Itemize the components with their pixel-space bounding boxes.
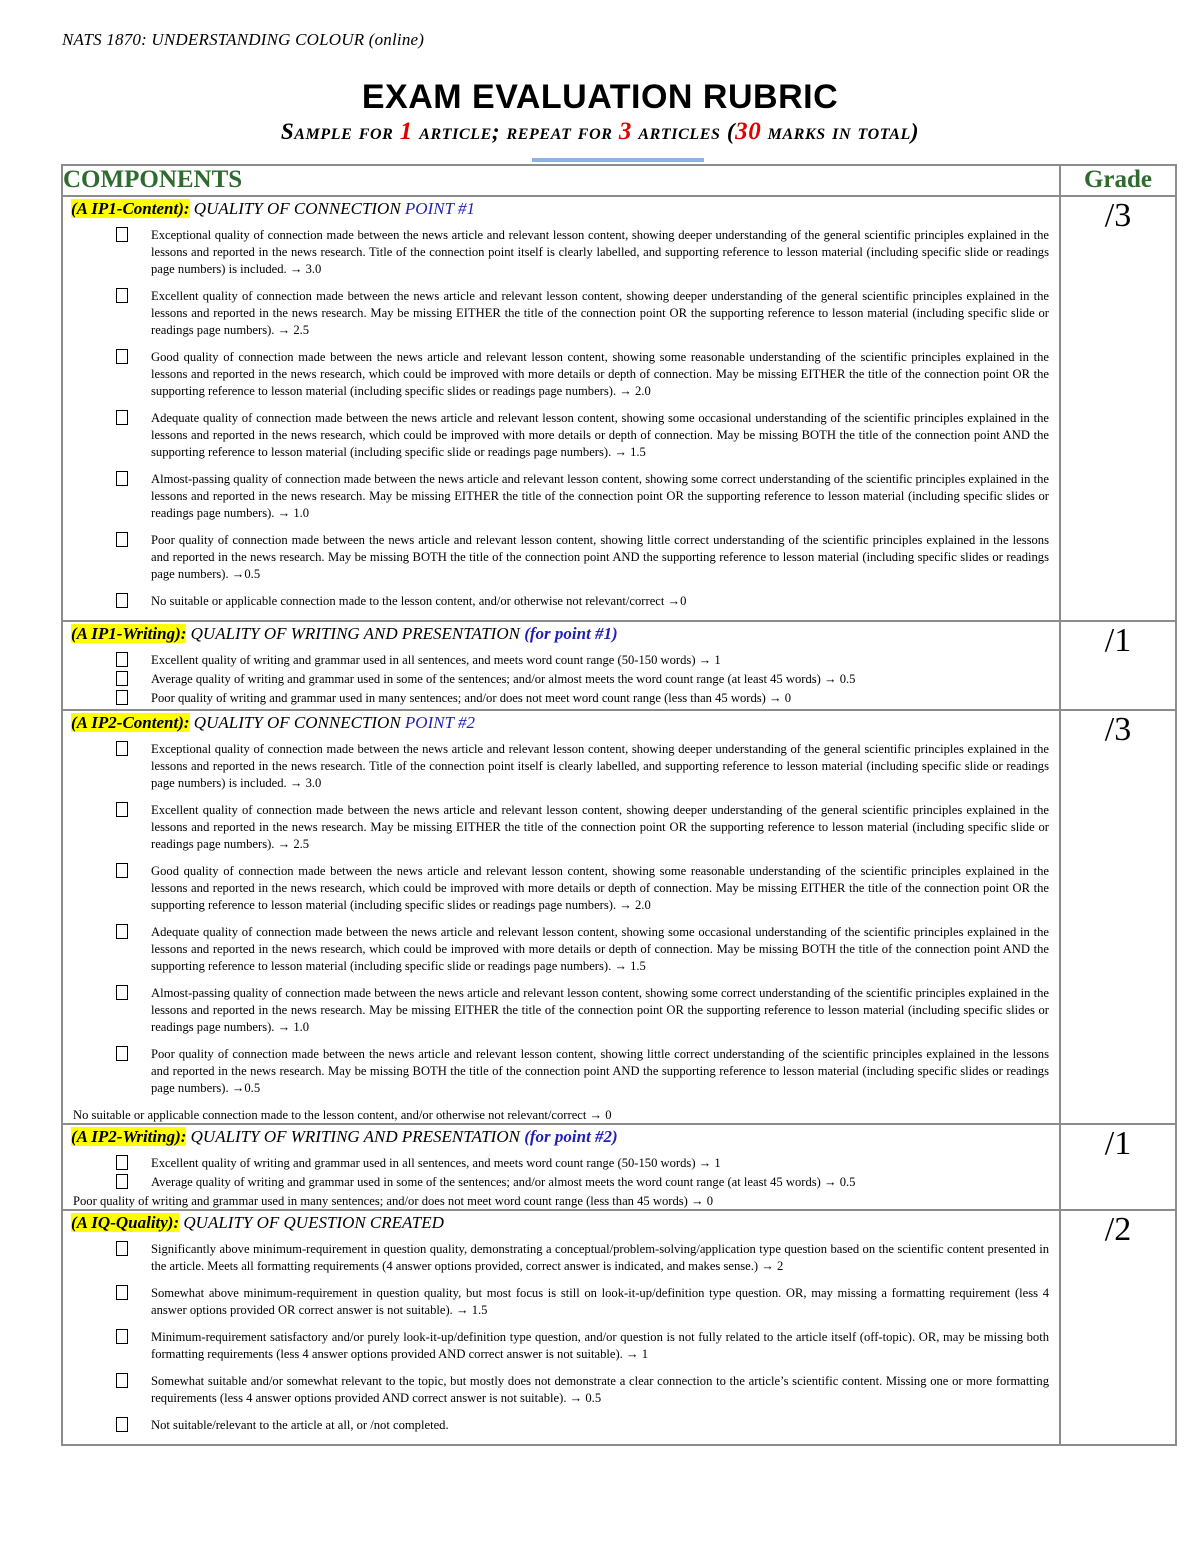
grade-value: /2: [1104, 1211, 1132, 1248]
criterion-text: Exceptional quality of connection made between the news article and relevant lesson content, showing deeper understanding of the general scientific principles explained in the lessons and reported in the news research. Title of the connection point itself is clearly labelled, and supporting reference to lesson material (including specific slide or readings page numbers) is included. → 3.0: [151, 228, 1049, 276]
checkbox[interactable]: [116, 1417, 128, 1432]
course-header: NATS 1870: UNDERSTANDING COLOUR (online): [62, 30, 425, 49]
criteria-list: [63, 1235, 1059, 1434]
criterion-item: [63, 924, 1059, 975]
criterion-text: Good quality of connection made between the news article and relevant lesson content, showing some reasonable understanding of the scientific principles explained in the lessons and reported in the news research, which could be improved with more details or depth of connection. May be missing EITHER the title of the connection point OR the supporting reference to lesson material (including specific slides or readings page numbers). → 2.0: [151, 350, 1049, 398]
criterion-text: Significantly above minimum-requirement in question quality, demonstrating a conceptual/problem-solving/application type question based on the scientific content presented in the article. Meets all formatting requirements (4 answer options provided, correct answer is indicated, and makes sense.) → 2: [151, 1242, 1049, 1273]
section-title: (A IP1-Writing): QUALITY OF WRITING AND PRESENTATION (for point #1): [71, 624, 618, 643]
criterion-text: Somewhat suitable and/or somewhat relevant to the topic, but mostly does not demonstrate a clear connection to the article’s scientific content. Missing one or more formatting requirements (less 4 answer options provided AND correct answer is not suitable). → 0.5: [151, 1374, 1049, 1405]
criterion-item: [63, 1155, 1059, 1172]
criterion-item: [63, 985, 1059, 1036]
checkbox[interactable]: [116, 1174, 128, 1189]
criterion-text: Poor quality of writing and grammar used in many sentences; and/or does not meet word count range (less than 45 words) → 0: [151, 691, 792, 705]
checkbox[interactable]: [116, 924, 128, 939]
criterion-text: Almost-passing quality of connection made between the news article and relevant lesson content, showing some correct understanding of the scientific principles explained in the lessons and reported in the news research. May be missing EITHER the title of the connection point OR the supporting reference to lesson material (including specific slides or readings page numbers). → 1.0: [151, 986, 1049, 1034]
criterion-item: [63, 532, 1059, 583]
criteria-list: [63, 646, 1059, 707]
checkbox[interactable]: [116, 227, 128, 242]
criterion-text: Minimum-requirement satisfactory and/or purely look-it-up/definition type question, and/or question is not fully related to the article itself (off-topic). OR, may be missing both formatting requirements (less 4 answer options provided AND correct answer is not suitable). → 1: [151, 1330, 1049, 1361]
checkbox[interactable]: [116, 1155, 128, 1170]
grade-value: /3: [1104, 197, 1132, 234]
section-ip1-content: [62, 196, 1176, 621]
grade-value: /3: [1104, 711, 1132, 748]
checkbox[interactable]: [116, 532, 128, 547]
criterion-text: Poor quality of connection made between the news article and relevant lesson content, showing little correct understanding of the scientific principles explained in the lessons and reported in the news research. May be missing BOTH the title of the connection point AND the supporting reference to lesson material (including specific slides or readings page numbers). →0.5: [151, 1047, 1049, 1095]
page-subtitle: Sample for 1 article; repeat for 3 articles (30 marks in total): [280, 118, 920, 145]
criterion-text: No suitable or applicable connection made to the lesson content, and/or otherwise not relevant/correct → 0: [73, 1108, 612, 1122]
checkbox[interactable]: [116, 1285, 128, 1300]
criterion-item: [63, 741, 1059, 792]
components-header: COMPONENTS: [62, 165, 1060, 196]
criterion-item: [63, 1417, 1059, 1434]
checkbox[interactable]: [116, 1373, 128, 1388]
section-title: (A IQ-Quality): QUALITY OF QUESTION CREATED: [71, 1213, 444, 1232]
criterion-item: [63, 671, 1059, 688]
section-ip2-content: [62, 710, 1176, 1124]
table-tab-marker: [532, 158, 704, 162]
criterion-item: [63, 593, 1059, 610]
checkbox[interactable]: [116, 741, 128, 756]
criteria-list: [63, 1149, 1059, 1191]
criterion-item: [63, 1241, 1059, 1275]
section-ip2-writing: [62, 1124, 1176, 1210]
criterion-text: Average quality of writing and grammar used in some of the sentences; and/or almost meets the word count range (at least 45 words) → 0.5: [151, 672, 856, 686]
grade-value: /1: [1104, 622, 1132, 659]
criterion-item: [63, 1174, 1059, 1191]
criterion-text: Poor quality of writing and grammar used in many sentences; and/or does not meet word count range (less than 45 words) → 0: [73, 1194, 714, 1208]
criterion-item: [63, 652, 1059, 669]
page-title: EXAM EVALUATION RUBRIC: [361, 78, 839, 116]
criterion-text: No suitable or applicable connection made to the lesson content, and/or otherwise not relevant/correct →0: [151, 594, 687, 608]
criterion-item: [63, 690, 1059, 707]
criterion-item: [63, 1373, 1059, 1407]
checkbox[interactable]: [116, 1241, 128, 1256]
checkbox[interactable]: [116, 593, 128, 608]
criterion-item: [63, 227, 1059, 278]
criterion-text: Almost-passing quality of connection made between the news article and relevant lesson content, showing some correct understanding of the scientific principles explained in the lessons and reported in the news research. May be missing EITHER the title of the connection point OR the supporting reference to lesson material (including specific slides or readings page numbers). → 1.0: [151, 472, 1049, 520]
criterion-text: Somewhat above minimum-requirement in question quality, but most focus is still on look-it-up/definition type question. OR, may missing a formatting requirement (less 4 answer options provided OR correct answer is not suitable). → 1.5: [151, 1286, 1049, 1317]
checkbox[interactable]: [116, 671, 128, 686]
checkbox[interactable]: [116, 690, 128, 705]
criteria-list: [63, 735, 1059, 1097]
criterion-item: [63, 1329, 1059, 1363]
rubric-table: [61, 164, 1177, 1446]
section-title: (A IP2-Content): QUALITY OF CONNECTION POINT #2: [71, 713, 475, 732]
criterion-item: [63, 349, 1059, 400]
criterion-item: [63, 288, 1059, 339]
checkbox[interactable]: [116, 349, 128, 364]
checkbox[interactable]: [116, 985, 128, 1000]
criterion-item: [63, 863, 1059, 914]
criterion-text: Excellent quality of writing and grammar used in all sentences, and meets word count range (50-150 words) → 1: [151, 1156, 721, 1170]
criterion-text: Adequate quality of connection made between the news article and relevant lesson content, showing some occasional understanding of the scientific principles explained in the lessons and reported in the news research, which could be improved with more details or depth of connection. May be missing BOTH the title of the connection point AND the supporting reference to lesson material (including specific slide or readings page numbers). → 1.5: [151, 411, 1049, 459]
section-title: (A IP1-Content): QUALITY OF CONNECTION POINT #1: [71, 199, 475, 218]
section-iq-quality: [62, 1210, 1176, 1445]
criterion-text: Excellent quality of connection made between the news article and relevant lesson content, showing deeper understanding of the general scientific principles explained in the lessons and reported in the news research. May be missing EITHER the title of the connection point OR the supporting reference to lesson material (including specific slide or readings page numbers). → 2.5: [151, 289, 1049, 337]
criterion-item: [63, 802, 1059, 853]
criterion-item: [63, 1285, 1059, 1319]
checkbox[interactable]: [116, 410, 128, 425]
header-row: [62, 165, 1176, 196]
section-ip1-writing: [62, 621, 1176, 710]
checkbox[interactable]: [116, 471, 128, 486]
checkbox[interactable]: [116, 1046, 128, 1061]
criterion-item: [63, 1046, 1059, 1097]
criterion-text: Excellent quality of writing and grammar used in all sentences, and meets word count range (50-150 words) → 1: [151, 653, 721, 667]
criterion-item: [63, 410, 1059, 461]
checkbox[interactable]: [116, 802, 128, 817]
criterion-text: Good quality of connection made between the news article and relevant lesson content, showing some reasonable understanding of the scientific principles explained in the lessons and reported in the news research, which could be improved with more details or depth of connection. May be missing EITHER the title of the connection point OR the supporting reference to lesson material (including specific slides or readings page numbers). → 2.0: [151, 864, 1049, 912]
criterion-text: Excellent quality of connection made between the news article and relevant lesson content, showing deeper understanding of the general scientific principles explained in the lessons and reported in the news research. May be missing EITHER the title of the connection point OR the supporting reference to lesson material (including specific slide or readings page numbers). → 2.5: [151, 803, 1049, 851]
criterion-text: Poor quality of connection made between the news article and relevant lesson content, showing little correct understanding of the scientific principles explained in the lessons and reported in the news research. May be missing BOTH the title of the connection point AND the supporting reference to lesson material (including specific slides or readings page numbers). →0.5: [151, 533, 1049, 581]
section-title: (A IP2-Writing): QUALITY OF WRITING AND PRESENTATION (for point #2): [71, 1127, 618, 1146]
criteria-list: [63, 221, 1059, 610]
criterion-text: Not suitable/relevant to the article at all, or /not completed.: [151, 1418, 449, 1432]
checkbox[interactable]: [116, 288, 128, 303]
criterion-text: Adequate quality of connection made between the news article and relevant lesson content, showing some occasional understanding of the scientific principles explained in the lessons and reported in the news research, which could be improved with more details or depth of connection. May be missing BOTH the title of the connection point AND the supporting reference to lesson material (including specific slide or readings page numbers). → 1.5: [151, 925, 1049, 973]
checkbox[interactable]: [116, 1329, 128, 1344]
criterion-text: Exceptional quality of connection made between the news article and relevant lesson content, showing deeper understanding of the general scientific principles explained in the lessons and reported in the news research. Title of the connection point itself is clearly labelled, and supporting reference to lesson material (including specific slide or readings page numbers) is included. → 3.0: [151, 742, 1049, 790]
criterion-item: [63, 471, 1059, 522]
criterion-text: Average quality of writing and grammar used in some of the sentences; and/or almost meets the word count range (at least 45 words) → 0.5: [151, 1175, 856, 1189]
checkbox[interactable]: [116, 652, 128, 667]
grade-value: /1: [1104, 1125, 1132, 1162]
checkbox[interactable]: [116, 863, 128, 878]
grade-header: Grade: [1060, 165, 1176, 196]
